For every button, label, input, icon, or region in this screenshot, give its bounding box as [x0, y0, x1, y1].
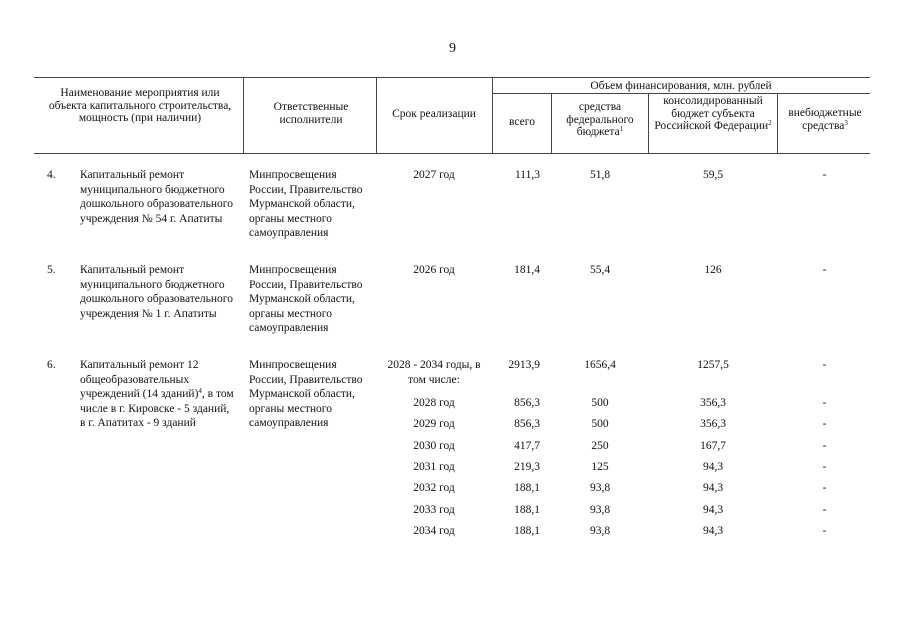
row-name: Капитальный ремонт муниципального бюджетного дошкольного образовательного учреждения № 54 г. Апатиты	[80, 169, 233, 225]
table-header-bottom-rule	[34, 153, 870, 154]
year-federal: 93,8	[589, 504, 611, 516]
header-divider-4	[551, 93, 552, 153]
year-regional: 167,7	[700, 440, 726, 452]
row-federal: 1656,4	[584, 359, 616, 371]
year-total: 188,1	[514, 482, 540, 494]
page-number: 9	[449, 41, 456, 56]
year-period: 2031 год	[413, 461, 455, 473]
row-responsible: Минпросвещения России, Правительство Мурманской области, органы местного самоуправления	[249, 169, 363, 239]
year-total: 188,1	[514, 525, 540, 537]
row-total: 181,4	[514, 264, 540, 276]
year-period: 2034 год	[413, 525, 455, 537]
row-period: 2026 год	[413, 264, 455, 276]
row-period: 2028 - 2034 годы, в том числе:	[387, 359, 481, 386]
row-federal: 55,4	[589, 264, 611, 276]
header-responsible: Ответственные исполнители	[273, 101, 349, 126]
row-number: 5.	[47, 264, 56, 276]
header-regional: консолидированный бюджет субъекта Российской Федерации$^2$	[654, 95, 772, 132]
header-name: Наименование мероприятия или объекта капитального строительства, мощность (при наличии)	[48, 87, 232, 124]
year-regional: 94,3	[702, 461, 724, 473]
header-divider-3	[492, 77, 493, 153]
year-regional: 94,3	[702, 525, 724, 537]
row-responsible: Минпросвещения России, Правительство Мурманской области, органы местного самоуправления	[249, 359, 363, 429]
year-offbudget: -	[822, 504, 827, 516]
year-period: 2030 год	[413, 440, 455, 452]
header-divider-6	[777, 93, 778, 153]
header-federal: средства федерального бюджета$^1$	[566, 101, 634, 138]
year-offbudget: -	[822, 482, 827, 494]
year-offbudget: -	[822, 440, 827, 452]
table-top-rule	[34, 77, 870, 78]
row-regional: 126	[704, 264, 722, 276]
header-divider-2	[376, 77, 377, 153]
year-period: 2033 год	[413, 504, 455, 516]
year-offbudget: -	[822, 397, 827, 409]
year-total: 417,7	[514, 440, 540, 452]
year-federal: 93,8	[589, 525, 611, 537]
funding-subheader-rule	[492, 93, 870, 94]
header-divider-1	[243, 77, 244, 153]
row-name: Капитальный ремонт 12 общеобразовательных учреждений (14 зданий)$^4$, в том числе в г. Кировске - 5 зданий, в г. Апатитах - 9 зданий	[80, 359, 234, 429]
row-offbudget: -	[822, 264, 827, 276]
row-name: Капитальный ремонт муниципального бюджетного дошкольного образовательного учреждения № 1 г. Апатиты	[80, 264, 233, 320]
year-period: 2029 год	[413, 418, 455, 430]
row-offbudget: -	[822, 169, 827, 181]
header-divider-5	[648, 93, 649, 153]
year-offbudget: -	[822, 461, 827, 473]
row-regional: 59,5	[702, 169, 724, 181]
footnote-marker: 4	[198, 387, 202, 395]
year-federal: 93,8	[589, 482, 611, 494]
year-period: 2028 год	[413, 397, 455, 409]
year-total: 219,3	[514, 461, 540, 473]
row-regional: 1257,5	[697, 359, 729, 371]
row-period: 2027 год	[413, 169, 455, 181]
year-regional: 94,3	[702, 504, 724, 516]
row-total: 111,3	[514, 169, 540, 181]
row-total: 2913,9	[508, 359, 540, 371]
year-federal: 500	[591, 397, 609, 409]
year-period: 2032 год	[413, 482, 455, 494]
header-funding-group: Объем финансирования, млн. рублей	[590, 80, 772, 92]
header-total: всего	[509, 116, 535, 128]
row-number: 6.	[47, 359, 56, 371]
header-period: Срок реализации	[392, 108, 476, 120]
row-number: 4.	[47, 169, 56, 181]
year-regional: 94,3	[702, 482, 724, 494]
year-regional: 356,3	[700, 418, 726, 430]
year-federal: 250	[591, 440, 609, 452]
year-total: 856,3	[514, 397, 540, 409]
header-offbudget: внебюджетные средства$^3$	[788, 107, 862, 132]
year-total: 856,3	[514, 418, 540, 430]
row-offbudget: -	[822, 359, 827, 371]
row-federal: 51,8	[589, 169, 611, 181]
year-offbudget: -	[822, 418, 827, 430]
year-federal: 125	[591, 461, 609, 473]
year-offbudget: -	[822, 525, 827, 537]
year-federal: 500	[591, 418, 609, 430]
row-responsible: Минпросвещения России, Правительство Мурманской области, органы местного самоуправления	[249, 264, 363, 334]
year-regional: 356,3	[700, 397, 726, 409]
year-total: 188,1	[514, 504, 540, 516]
